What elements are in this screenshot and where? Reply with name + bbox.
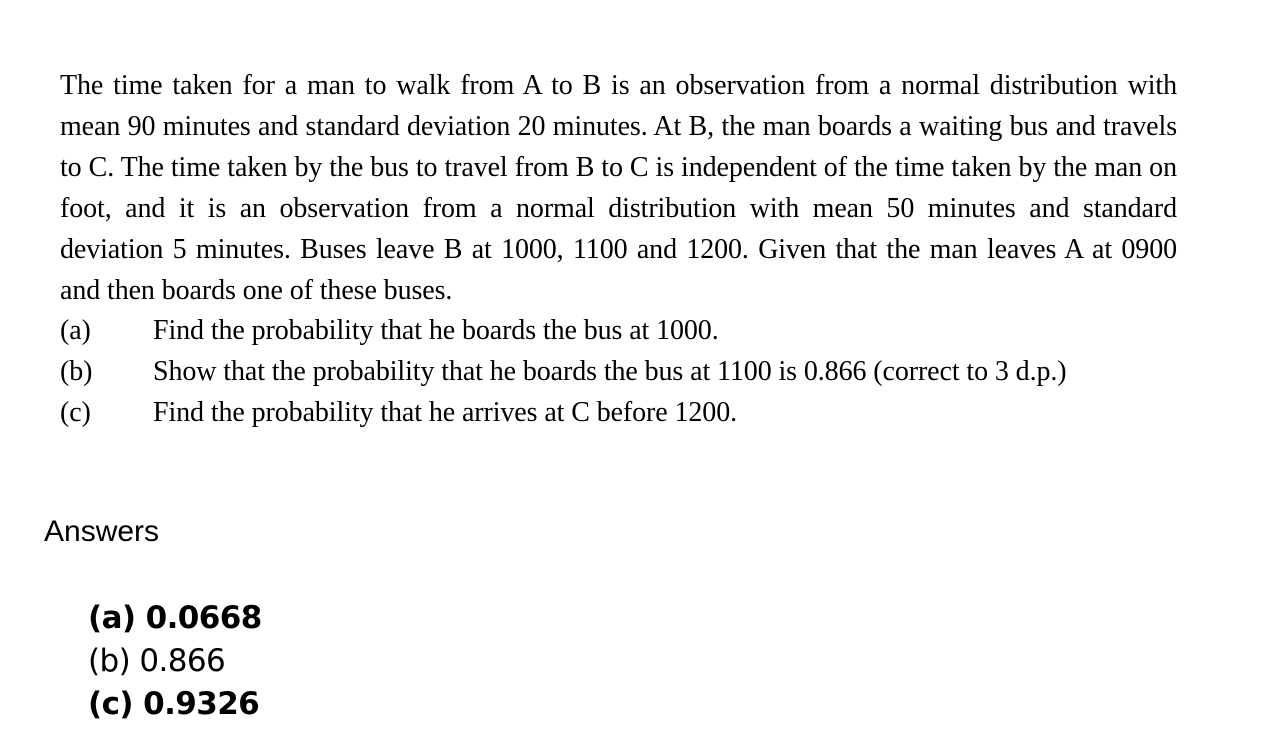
question-part-b: [60, 352, 1177, 393]
part-text: Find the probability that he arrives at C before 1200.: [153, 397, 738, 429]
answers-heading: Answers: [44, 515, 160, 548]
answers-list: [88, 597, 262, 726]
answer-a: (a) 0.0668: [88, 600, 262, 636]
question-parts: [60, 311, 1177, 434]
part-label: (a): [60, 315, 91, 347]
problem-block: [60, 66, 1177, 434]
part-label: (c): [60, 397, 91, 429]
problem-statement: The time taken for a man to walk from A to B is an observation from a normal distribution with mean 90 minutes and standard deviation 20 minutes. At B, the man boards a waiting bus and travels to C. The time taken by the bus to travel from B to C is independent of the time taken by the man on foot, and it is an observation from a normal distribution with mean 50 minutes and standard deviation 5 minutes. Buses leave B at 1000, 1100 and 1200. Given that the man leaves A at 0900 and then boards one of these buses.: [60, 70, 1177, 306]
part-text: Show that the probability that he boards the bus at 1100 is 0.866 (correct to 3 d.p.): [153, 356, 1067, 388]
part-label: (b): [60, 356, 93, 388]
answer-b: (b) 0.866: [88, 643, 226, 679]
part-text: Find the probability that he boards the bus at 1000.: [153, 315, 719, 347]
question-part-a: [60, 311, 1177, 352]
question-part-c: [60, 393, 1177, 434]
answer-c: (c) 0.9326: [88, 686, 260, 722]
